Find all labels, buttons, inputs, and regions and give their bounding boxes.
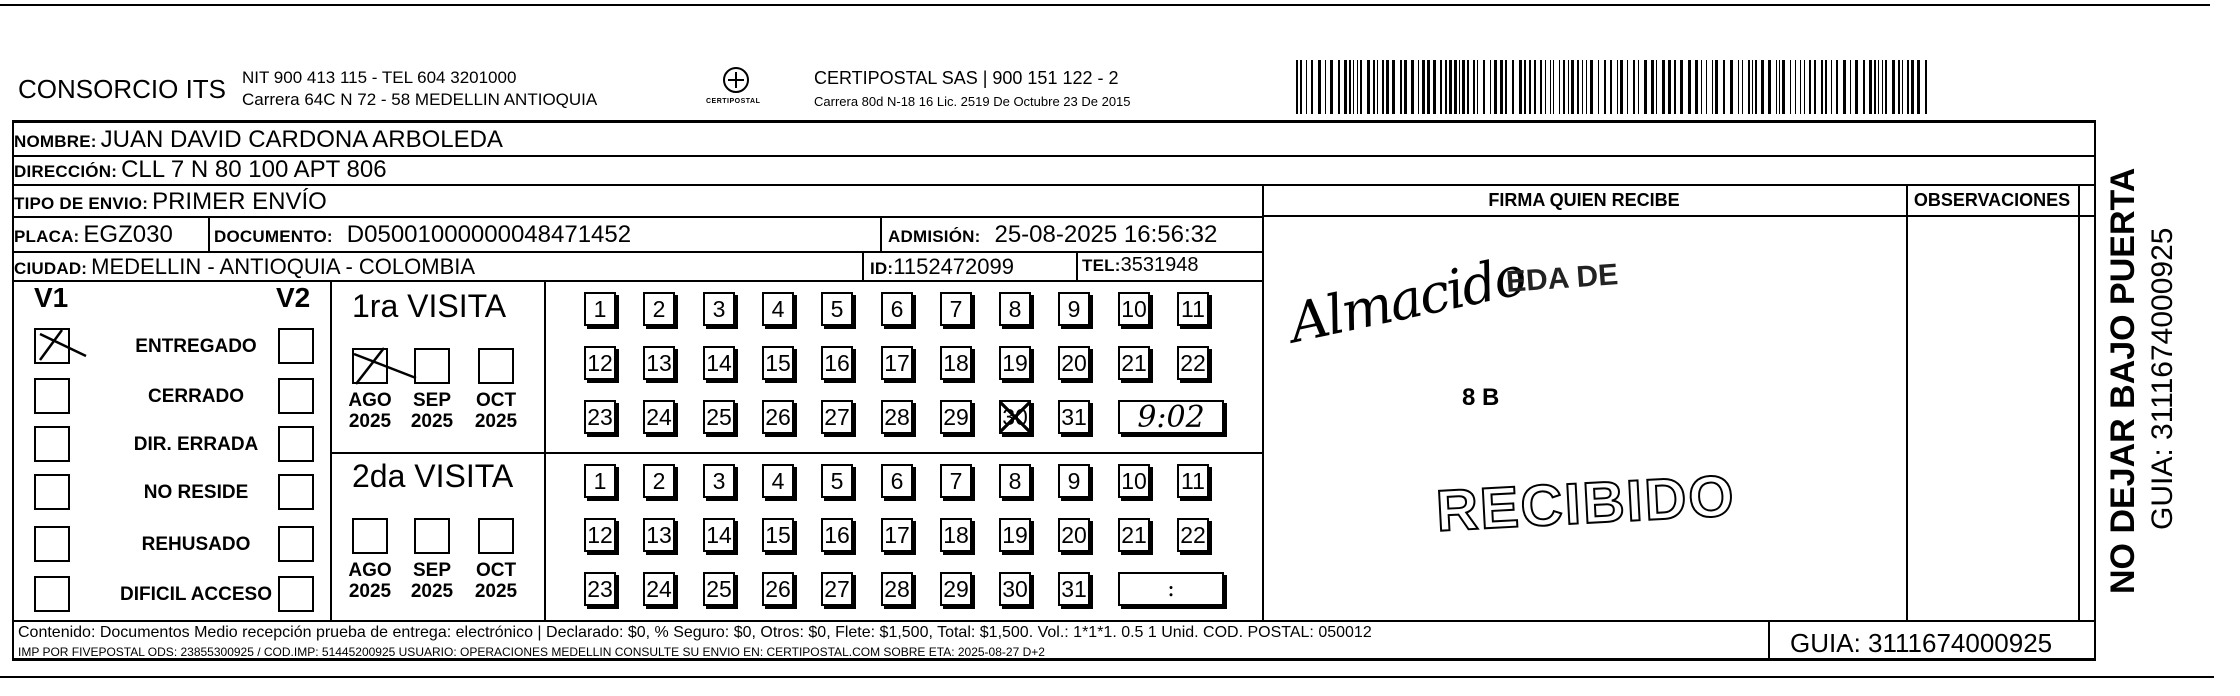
month-checkbox[interactable]: [478, 518, 514, 554]
day-checkbox[interactable]: 31: [1058, 572, 1090, 606]
day-checkbox[interactable]: 21: [1118, 518, 1150, 552]
day-checkbox[interactable]: 16: [821, 518, 853, 552]
day-checkbox[interactable]: 13: [643, 346, 675, 380]
day-checkbox[interactable]: 10: [1118, 464, 1150, 498]
visit-separator: [330, 452, 1262, 454]
month-label: AGO 2025: [348, 560, 392, 602]
top-border: [0, 4, 2210, 6]
observaciones-header: OBSERVACIONES: [1913, 190, 2071, 210]
day-checkbox[interactable]: 12: [584, 518, 616, 552]
day-checkbox[interactable]: 5: [821, 292, 853, 326]
month-checkbox[interactable]: [352, 518, 388, 554]
row-line: [12, 216, 1264, 218]
nombre-label: NOMBRE:: [14, 132, 97, 151]
day-checkbox[interactable]: 16: [821, 346, 853, 380]
footer-divider: [1768, 620, 1770, 660]
day-checkbox[interactable]: 3: [703, 464, 735, 498]
v2-checkbox[interactable]: [278, 526, 314, 562]
handwritten-signature: Almacido: [1284, 243, 1531, 356]
tel-label: TEL:: [1082, 256, 1121, 275]
day-checkbox[interactable]: 20: [1058, 518, 1090, 552]
id-value: 1152472099: [893, 254, 1014, 279]
side-warning: NO DEJAR BAJO PUERTA: [2104, 167, 2142, 594]
tipo-label: TIPO DE ENVIO:: [14, 194, 149, 213]
direccion-label: DIRECCIÓN:: [14, 162, 118, 181]
carrier-logo: [712, 66, 760, 101]
barcode: [1296, 60, 1932, 114]
status-divider: [330, 280, 332, 620]
v2-checkbox[interactable]: [278, 474, 314, 510]
cell-divider: [862, 251, 864, 280]
documento-field: [214, 221, 631, 249]
day-checkbox[interactable]: 2: [643, 292, 675, 326]
carrier-name: CERTIPOSTAL SAS | 900 151 122 - 2: [814, 68, 1119, 88]
day-checkbox[interactable]: 23: [584, 572, 616, 606]
day-checkbox[interactable]: 27: [821, 572, 853, 606]
day-checkbox[interactable]: 9: [1058, 464, 1090, 498]
day-checkbox[interactable]: 24: [643, 572, 675, 606]
day-checkbox[interactable]: 2: [643, 464, 675, 498]
v1-label: V1: [34, 282, 69, 313]
day-checkbox[interactable]: 18: [940, 346, 972, 380]
cell-divider: [880, 216, 882, 251]
month-checkbox[interactable]: [478, 348, 514, 384]
signature-left-border: [1262, 184, 1264, 620]
day-checkbox[interactable]: 29: [940, 572, 972, 606]
day-checkbox[interactable]: 20: [1058, 346, 1090, 380]
day-checkbox[interactable]: 14: [703, 518, 735, 552]
month-label: SEP 2025: [410, 560, 454, 602]
row-line: [1262, 215, 2096, 217]
day-checkbox[interactable]: 22: [1177, 346, 1209, 380]
day-checkbox[interactable]: 17: [881, 518, 913, 552]
v1-checkbox[interactable]: [34, 328, 70, 364]
month-label: SEP 2025: [410, 390, 454, 432]
day-checkbox[interactable]: 19: [999, 518, 1031, 552]
day-checkbox[interactable]: 11: [1177, 292, 1209, 326]
side-guia: GUIA: 3111674000925: [2146, 227, 2179, 530]
direccion-row: [14, 156, 387, 184]
day-checkbox[interactable]: 25: [703, 572, 735, 606]
nombre-row: [14, 126, 503, 154]
day-checkbox[interactable]: 31: [1058, 400, 1090, 434]
stamp-fragment: EDA DE: [1504, 258, 1620, 299]
status-label: CERRADO: [147, 386, 245, 407]
day-checkbox[interactable]: 14: [703, 346, 735, 380]
ciudad-field: [14, 254, 475, 280]
cell-divider: [1076, 251, 1078, 280]
firma-header: FIRMA QUIEN RECIBE: [1488, 190, 1680, 210]
day-checkbox[interactable]: 29: [940, 400, 972, 434]
day-checkbox[interactable]: 26: [762, 572, 794, 606]
status-label: NO RESIDE: [143, 482, 249, 503]
day-checkbox[interactable]: 25: [703, 400, 735, 434]
direccion-value: CLL 7 N 80 100 APT 806: [121, 156, 387, 183]
day-checkbox[interactable]: 7: [940, 292, 972, 326]
day-checkbox[interactable]: 8: [999, 292, 1031, 326]
v1-checkbox[interactable]: [34, 474, 70, 510]
day-checkbox[interactable]: 11: [1177, 464, 1209, 498]
time-field[interactable]: :: [1118, 572, 1224, 606]
company-address: Carrera 64C N 72 - 58 MEDELLIN ANTIOQUIA: [242, 90, 598, 109]
day-checkbox[interactable]: 7: [940, 464, 972, 498]
stamp-date: 8 B: [1462, 384, 1500, 411]
ciudad-label: CIUDAD:: [14, 259, 88, 278]
placa-field: [14, 221, 173, 249]
second-visit-label: 2da VISITA: [352, 458, 514, 494]
v1-checkbox[interactable]: [34, 378, 70, 414]
frame-top: [12, 120, 2096, 123]
tipo-value: PRIMER ENVÍO: [152, 188, 327, 215]
placa-value: EGZ030: [83, 221, 173, 248]
row-line: [12, 184, 2096, 186]
day-checkbox[interactable]: 22: [1177, 518, 1209, 552]
row-line: [12, 280, 1264, 282]
cell-divider: [208, 216, 210, 251]
day-checkbox[interactable]: 13: [643, 518, 675, 552]
month-checkbox[interactable]: [414, 348, 450, 384]
documento-value: D05001000000048471452: [346, 221, 632, 248]
day-checkbox[interactable]: 23: [584, 400, 616, 434]
admision-field: [888, 221, 1217, 249]
day-checkbox[interactable]: 28: [881, 400, 913, 434]
day-checkbox[interactable]: 24: [643, 400, 675, 434]
v1-checkbox[interactable]: [34, 426, 70, 462]
month-label: OCT 2025: [474, 560, 518, 602]
day-checkbox[interactable]: 12: [584, 346, 616, 380]
v2-label: V2: [276, 282, 311, 313]
admision-value: 25-08-2025 16:56:32: [994, 221, 1218, 248]
day-checkbox[interactable]: 4: [762, 292, 794, 326]
logo-caption: CERTIPOSTAL: [706, 98, 761, 105]
documento-label: DOCUMENTO:: [214, 227, 333, 246]
day-checkbox[interactable]: 26: [762, 400, 794, 434]
day-checkbox[interactable]: 9: [1058, 292, 1090, 326]
day-checkbox[interactable]: 19: [999, 346, 1031, 380]
footer-content: Contenido: Documentos Medio recepción prueba de entrega: electrónico | Declarado: $0, % Seguro: $0, Otros: $0, Flete: $1,500, Total: $1,500. Vol.: 1*1*1. 0.5 1 Unid. COD. POSTAL: 050012: [18, 624, 1372, 641]
v2-checkbox[interactable]: [278, 576, 314, 612]
carrier-address: Carrera 80d N-18 16 Lic. 2519 De Octubre 23 De 2015: [814, 94, 1131, 109]
day-checkbox[interactable]: 30: [999, 400, 1031, 434]
day-checkbox[interactable]: 6: [881, 292, 913, 326]
observaciones-right-border: [2078, 184, 2080, 620]
v2-checkbox[interactable]: [278, 378, 314, 414]
frame-right: [2094, 120, 2096, 660]
day-checkbox[interactable]: 27: [821, 400, 853, 434]
bottom-border: [0, 676, 2214, 678]
v1-checkbox[interactable]: [34, 526, 70, 562]
month-checkbox[interactable]: [414, 518, 450, 554]
status-label: ENTREGADO: [135, 336, 257, 357]
status-label: DIFICIL ACCESO: [119, 584, 272, 605]
day-checkbox[interactable]: 21: [1118, 346, 1150, 380]
visit-divider: [544, 280, 546, 620]
first-visit-label: 1ra VISITA: [352, 288, 507, 324]
placa-label: PLACA:: [14, 227, 80, 246]
month-label: OCT 2025: [474, 390, 518, 432]
time-field[interactable]: 9:02: [1118, 400, 1224, 434]
day-checkbox[interactable]: 3: [703, 292, 735, 326]
day-checkbox[interactable]: 30: [999, 572, 1031, 606]
tel-field: [1082, 254, 1198, 277]
day-checkbox[interactable]: 5: [821, 464, 853, 498]
v1-checkbox[interactable]: [34, 576, 70, 612]
month-checkbox[interactable]: [352, 348, 388, 384]
status-label: REHUSADO: [141, 534, 251, 555]
footer-guia: GUIA: 3111674000925: [1790, 628, 2053, 658]
day-checkbox[interactable]: 8: [999, 464, 1031, 498]
month-label: AGO 2025: [348, 390, 392, 432]
id-label: ID:: [870, 259, 894, 278]
company-nit: NIT 900 413 115 - TEL 604 3201000: [242, 68, 517, 87]
footer-imp: IMP POR FIVEPOSTAL ODS: 23855300925 / COD.IMP: 51445200925 USUARIO: OPERACIONES MEDELLIN CONSULTE SU ENVIO EN: CERTIPOSTAL.COM SOBRE ETA: 2025-08-27 D+2: [18, 645, 1045, 659]
day-checkbox[interactable]: 1: [584, 464, 616, 498]
day-checkbox[interactable]: 4: [762, 464, 794, 498]
day-checkbox[interactable]: 28: [881, 572, 913, 606]
status-label: DIR. ERRADA: [133, 434, 259, 455]
day-checkbox[interactable]: 1: [584, 292, 616, 326]
v2-checkbox[interactable]: [278, 328, 314, 364]
day-checkbox[interactable]: 10: [1118, 292, 1150, 326]
recibido-stamp: RECIBIDO: [1434, 463, 1738, 544]
day-checkbox[interactable]: 15: [762, 346, 794, 380]
ciudad-value: MEDELLIN - ANTIOQUIA - COLOMBIA: [91, 254, 476, 279]
observaciones-left-border: [1906, 184, 1908, 620]
tel-value: 3531948: [1120, 254, 1199, 276]
day-checkbox[interactable]: 6: [881, 464, 913, 498]
day-checkbox[interactable]: 18: [940, 518, 972, 552]
id-field: [870, 254, 1014, 280]
v2-checkbox[interactable]: [278, 426, 314, 462]
tipo-row: [14, 188, 327, 216]
admision-label: ADMISIÓN:: [888, 227, 981, 246]
company-name: CONSORCIO ITS: [18, 74, 227, 104]
day-checkbox[interactable]: 17: [881, 346, 913, 380]
day-checkbox[interactable]: 15: [762, 518, 794, 552]
row-line: [12, 620, 2096, 622]
nombre-value: JUAN DAVID CARDONA ARBOLEDA: [100, 126, 503, 153]
